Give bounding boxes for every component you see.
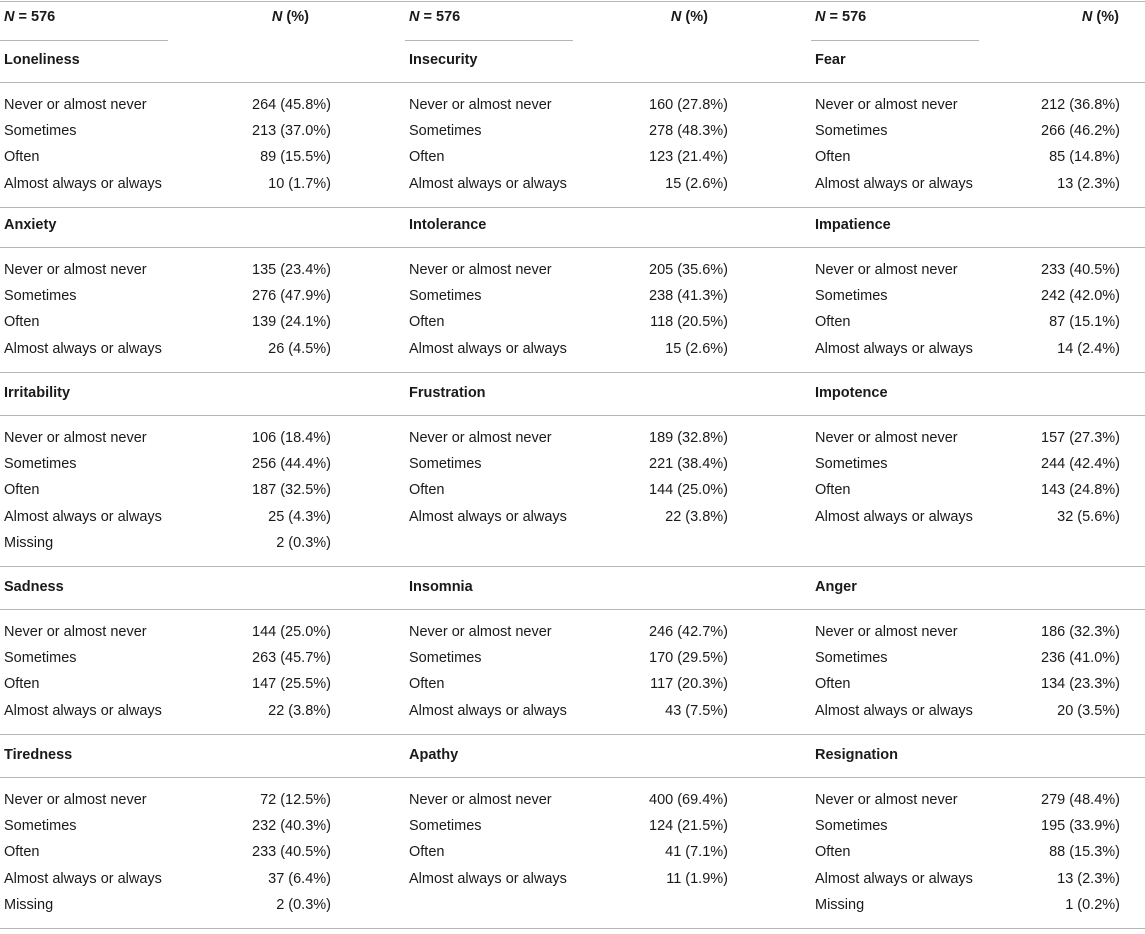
row-value: 139 (24.1%) [252,314,331,331]
row-label: Sometimes [4,650,77,667]
row-label: Almost always or always [409,508,567,525]
row-value: 37 (6.4%) [268,870,331,887]
row-label: Often [4,482,40,499]
row-label: Never or almost never [815,97,958,113]
header-pct-label [671,8,708,26]
row-label: Sometimes [409,123,482,140]
row-value: 123 (21.4%) [649,149,728,166]
row-value: 134 (23.3%) [1041,676,1120,693]
row-label: Almost always or always [815,702,973,719]
row-value: 124 (21.5%) [649,818,728,835]
row-label: Sometimes [815,456,888,473]
header-n-italic: N [409,9,420,25]
header-pct-label [272,8,309,26]
row-label: Sometimes [4,456,77,473]
row-value: 238 (41.3%) [649,288,728,305]
row-value: 85 (14.8%) [1049,149,1120,166]
section-bottom-rule [0,207,1145,208]
row-label: Sometimes [815,818,888,835]
row-value: 22 (3.8%) [268,702,331,719]
category-title: Impatience [815,217,891,233]
row-value: 20 (3.5%) [1057,702,1120,719]
row-value: 278 (48.3%) [649,123,728,140]
row-label: Never or almost never [409,262,552,278]
row-value: 106 (18.4%) [252,430,331,446]
row-value: 195 (33.9%) [1041,818,1120,835]
row-label: Almost always or always [4,870,162,887]
header-n-value: = 576 [14,9,56,25]
section-header-rule [0,415,1145,416]
row-value: 279 (48.4%) [1041,792,1120,808]
row-label: Often [815,676,851,693]
row-value: 88 (15.3%) [1049,844,1120,861]
row-label: Almost always or always [409,340,567,357]
row-label: Missing [4,896,54,913]
header-pct-suffix: (%) [1092,9,1119,25]
header-n-value: = 576 [825,9,867,25]
row-label: Almost always or always [815,175,973,192]
category-title: Resignation [815,747,898,763]
row-label: Missing [4,534,54,551]
row-value: 1 (0.2%) [1065,896,1120,913]
header-pct-suffix: (%) [681,9,708,25]
row-label: Almost always or always [815,340,973,357]
row-value: 89 (15.5%) [260,149,331,166]
row-value: 170 (29.5%) [649,650,728,667]
row-value: 233 (40.5%) [1041,262,1120,278]
row-label: Almost always or always [815,508,973,525]
row-value: 118 (20.5%) [650,314,728,331]
row-label: Never or almost never [409,430,552,446]
row-label: Often [409,844,445,861]
row-label: Sometimes [4,818,77,835]
row-value: 400 (69.4%) [649,792,728,808]
section-bottom-rule [0,734,1145,735]
row-value: 2 (0.3%) [276,896,331,913]
header-pct-label [1082,8,1119,26]
header-sub-rule [405,40,573,41]
row-value: 143 (24.8%) [1041,482,1120,499]
category-title: Intolerance [409,217,487,233]
row-value: 25 (4.3%) [268,508,331,525]
row-value: 236 (41.0%) [1041,650,1120,667]
row-label: Never or almost never [409,624,552,640]
category-title: Tiredness [4,747,73,763]
section-bottom-rule [0,566,1145,567]
row-label: Sometimes [409,456,482,473]
row-value: 117 (20.3%) [650,676,728,693]
category-title: Apathy [409,747,459,763]
row-value: 256 (44.4%) [252,456,331,473]
row-label: Often [409,314,445,331]
row-label: Often [409,676,445,693]
row-value: 13 (2.3%) [1057,870,1120,887]
row-label: Often [4,844,40,861]
row-value: 135 (23.4%) [252,262,331,278]
row-label: Often [4,314,40,331]
row-value: 233 (40.5%) [252,844,331,861]
row-label: Sometimes [4,123,77,140]
row-label: Often [815,482,851,499]
row-label: Often [815,149,851,166]
row-label: Almost always or always [4,508,162,525]
row-label: Sometimes [4,288,77,305]
row-value: 14 (2.4%) [1057,340,1120,357]
row-label: Never or almost never [409,97,552,113]
row-value: 264 (45.8%) [252,97,331,113]
row-label: Never or almost never [409,792,552,808]
row-value: 246 (42.7%) [649,624,728,640]
table-top-rule [0,1,1145,2]
row-value: 189 (32.8%) [649,430,728,446]
header-pct-italic: N [670,9,682,25]
row-label: Almost always or always [815,870,973,887]
header-sub-rule [0,40,168,41]
row-value: 212 (36.8%) [1041,97,1120,113]
row-label: Never or almost never [4,792,147,808]
section-header-rule [0,609,1145,610]
category-title: Frustration [409,385,486,401]
row-value: 10 (1.7%) [268,175,331,192]
row-value: 144 (25.0%) [649,482,728,499]
row-label: Sometimes [409,650,482,667]
row-label: Sometimes [409,818,482,835]
row-value: 266 (46.2%) [1041,123,1120,140]
header-n-italic: N [815,9,826,25]
row-value: 186 (32.3%) [1041,624,1120,640]
row-value: 160 (27.8%) [649,97,728,113]
header-pct-italic: N [271,9,283,25]
category-title: Anger [815,579,857,595]
row-label: Often [409,149,445,166]
row-value: 87 (15.1%) [1049,314,1120,331]
row-value: 32 (5.6%) [1057,508,1120,525]
category-title: Insecurity [409,52,478,68]
section-header-rule [0,777,1145,778]
header-n-label [4,8,55,26]
row-value: 263 (45.7%) [252,650,331,667]
row-label: Often [815,844,851,861]
row-value: 26 (4.5%) [268,340,331,357]
row-value: 11 (1.9%) [666,870,728,887]
row-label: Almost always or always [409,702,567,719]
row-value: 244 (42.4%) [1041,456,1120,473]
row-label: Sometimes [815,650,888,667]
row-label: Never or almost never [815,792,958,808]
row-label: Never or almost never [4,97,147,113]
header-sub-rule [811,40,979,41]
row-label: Almost always or always [409,870,567,887]
row-label: Almost always or always [4,175,162,192]
row-value: 242 (42.0%) [1041,288,1120,305]
row-label: Never or almost never [4,430,147,446]
row-label: Sometimes [815,288,888,305]
category-title: Irritability [4,385,71,401]
row-value: 232 (40.3%) [252,818,331,835]
header-pct-italic: N [1081,9,1093,25]
category-title: Impotence [815,385,888,401]
row-value: 2 (0.3%) [276,534,331,551]
row-label: Often [4,676,40,693]
row-label: Missing [815,896,865,913]
row-label: Never or almost never [815,430,958,446]
row-value: 144 (25.0%) [252,624,331,640]
row-label: Often [409,482,445,499]
row-value: 15 (2.6%) [665,340,728,357]
category-title: Anxiety [4,217,57,233]
header-pct-suffix: (%) [282,9,309,25]
row-value: 15 (2.6%) [665,175,728,192]
row-value: 147 (25.5%) [252,676,331,693]
row-value: 276 (47.9%) [252,288,331,305]
header-n-value: = 576 [419,9,461,25]
category-title: Loneliness [4,52,80,68]
header-n-label [409,8,460,26]
row-value: 157 (27.3%) [1041,430,1120,446]
row-value: 187 (32.5%) [252,482,331,499]
header-n-italic: N [4,9,15,25]
row-value: 41 (7.1%) [665,844,728,861]
row-value: 13 (2.3%) [1057,175,1120,192]
row-value: 221 (38.4%) [649,456,728,473]
row-label: Never or almost never [4,262,147,278]
category-title: Fear [815,52,846,68]
row-label: Never or almost never [815,262,958,278]
category-title: Sadness [4,579,64,595]
category-title: Insomnia [409,579,473,595]
section-header-rule [0,247,1145,248]
row-value: 72 (12.5%) [260,792,331,808]
header-n-label [815,8,866,26]
section-bottom-rule [0,372,1145,373]
row-label: Almost always or always [4,702,162,719]
row-label: Often [4,149,40,166]
row-value: 213 (37.0%) [252,123,331,140]
row-label: Often [815,314,851,331]
row-value: 22 (3.8%) [665,508,728,525]
row-label: Never or almost never [815,624,958,640]
row-value: 205 (35.6%) [649,262,728,278]
section-header-rule [0,82,1145,83]
row-label: Sometimes [815,123,888,140]
row-label: Almost always or always [409,175,567,192]
section-bottom-rule [0,928,1145,929]
row-label: Sometimes [409,288,482,305]
row-label: Almost always or always [4,340,162,357]
row-value: 43 (7.5%) [665,702,728,719]
row-label: Never or almost never [4,624,147,640]
